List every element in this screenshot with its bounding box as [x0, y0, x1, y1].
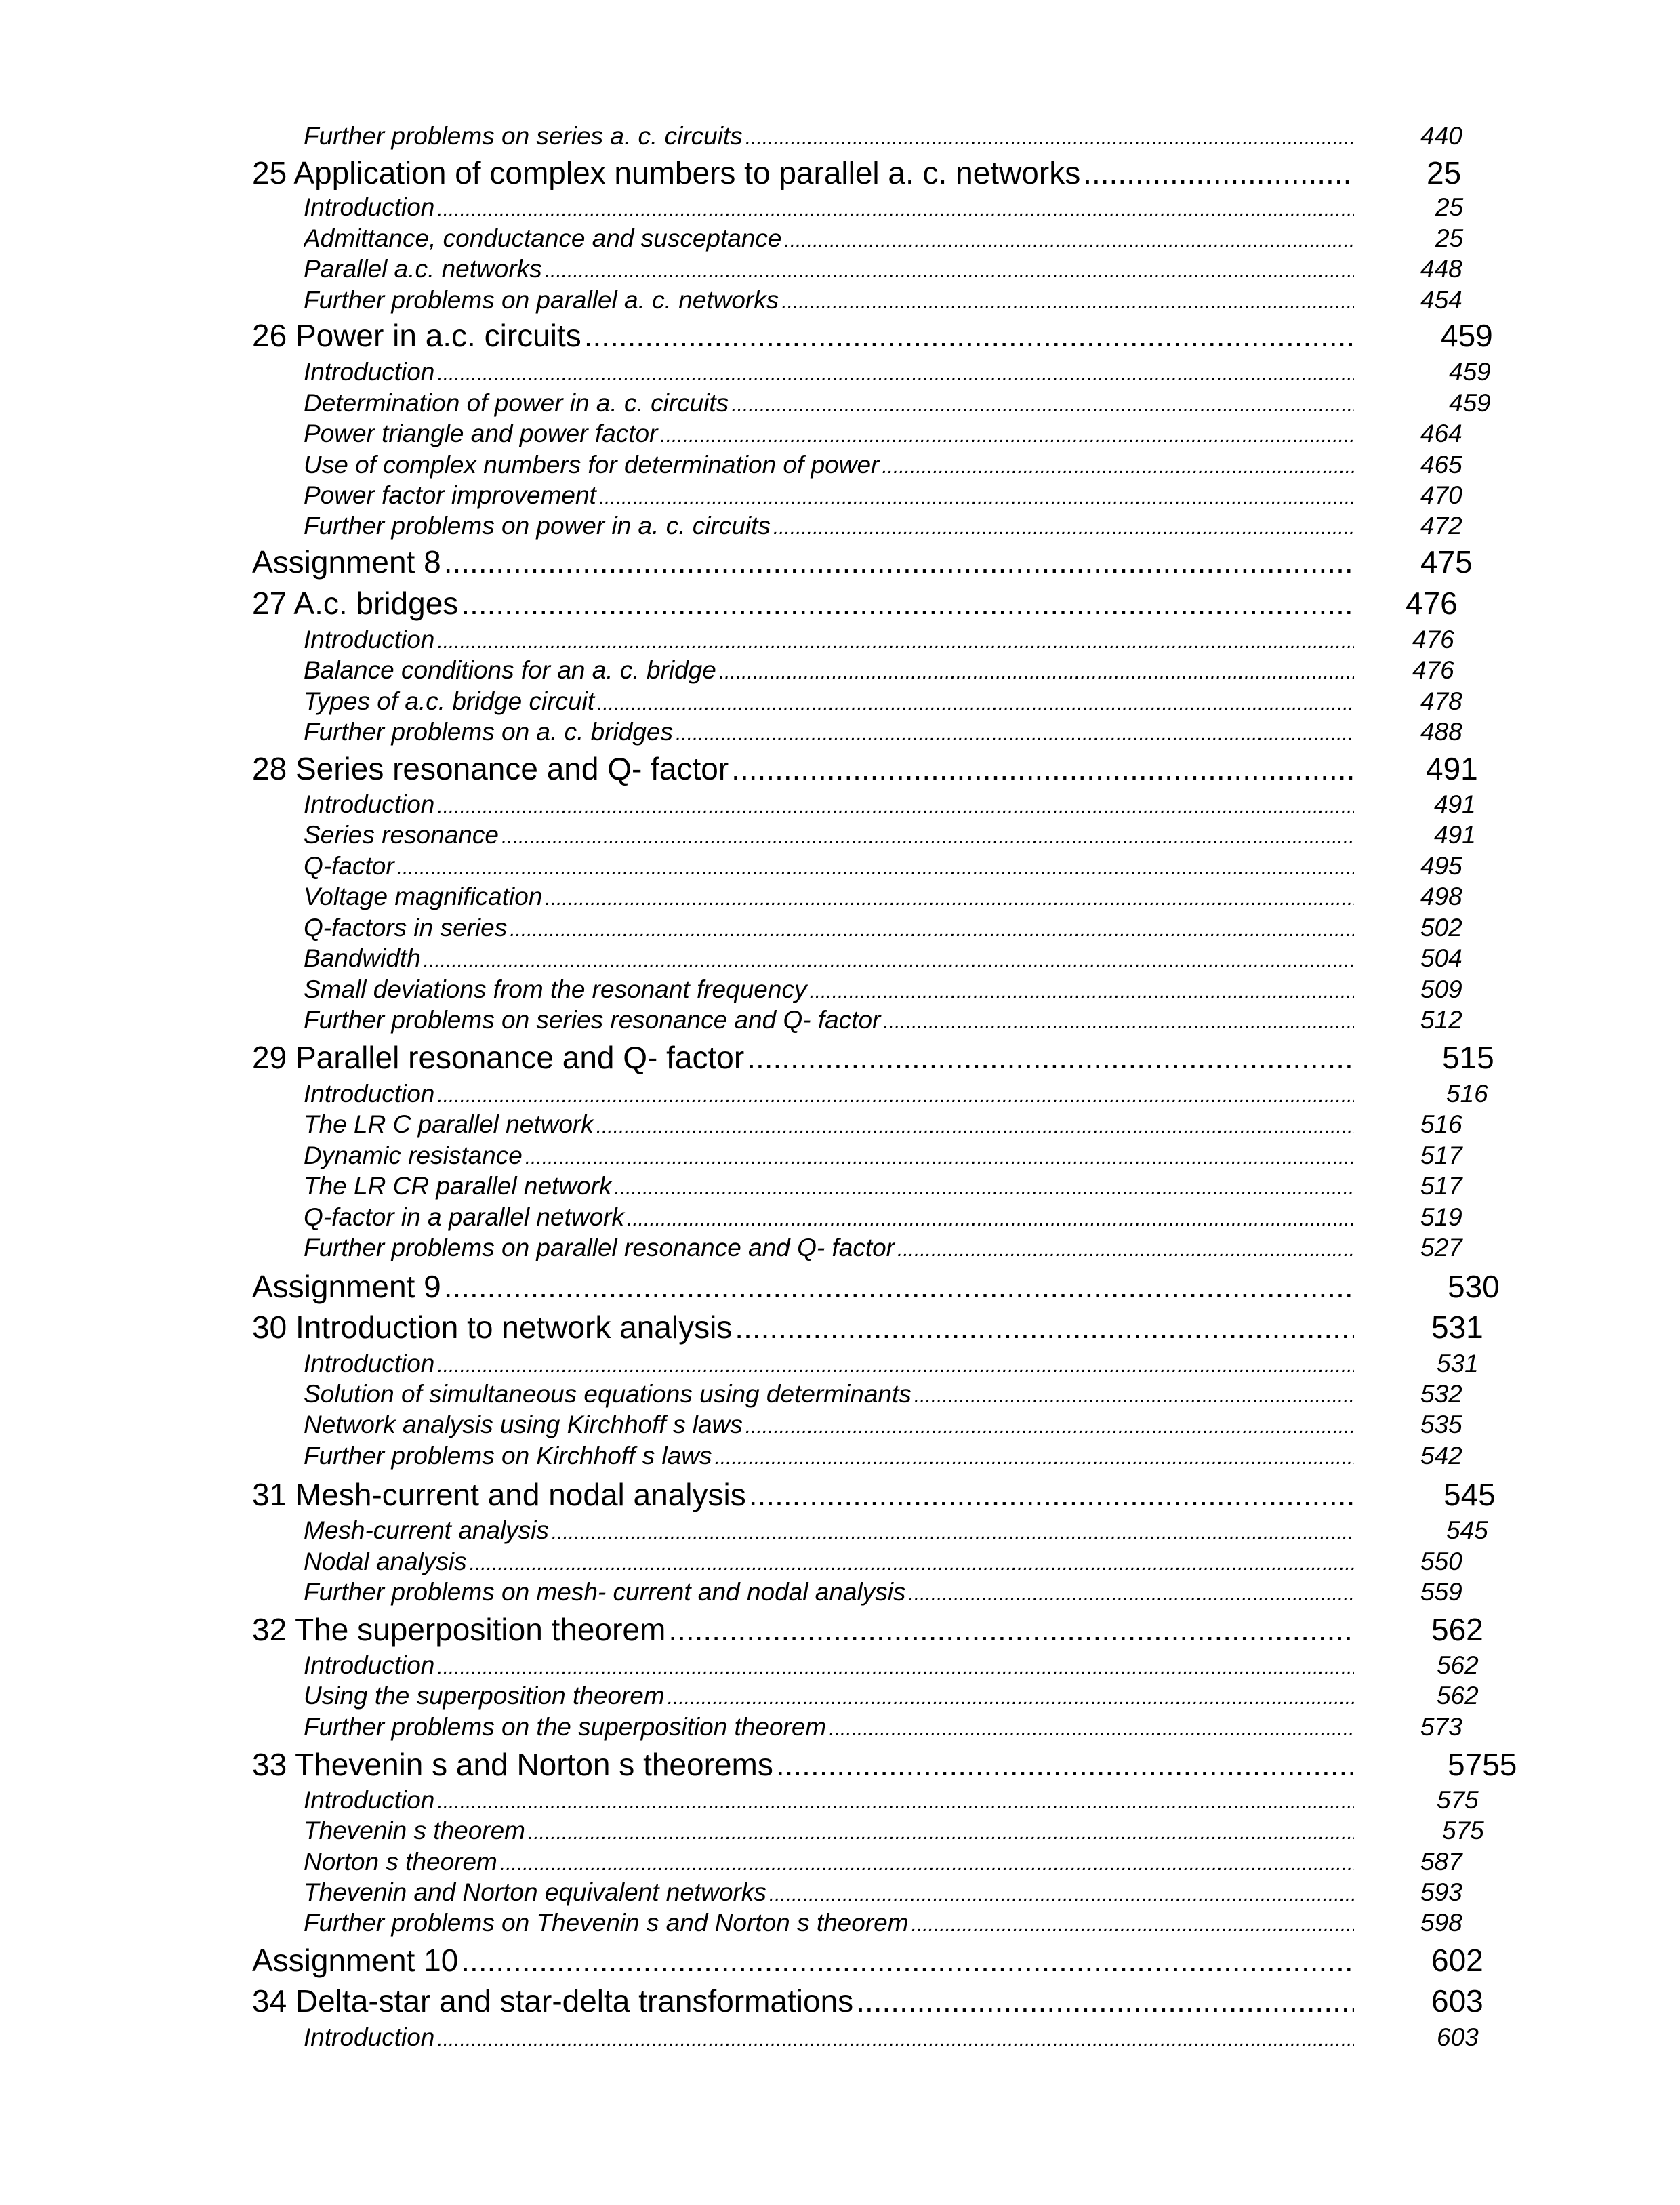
section-title: Introduction	[304, 193, 435, 221]
section-title: Introduction	[304, 2023, 435, 2051]
dot-leader	[545, 256, 1354, 284]
toc-section-row[interactable]	[304, 1907, 1354, 1938]
page-number: 502	[1420, 914, 1462, 942]
dot-leader	[785, 225, 1354, 254]
page-number: 562	[1437, 1651, 1479, 1679]
toc-section-row[interactable]	[304, 1440, 1354, 1471]
section-title: Further problems on the superposition theorem	[304, 1713, 827, 1741]
page-number: 25	[1435, 224, 1464, 252]
dot-leader	[444, 1266, 1354, 1307]
section-title: Introduction	[304, 790, 435, 818]
dot-leader	[769, 1879, 1354, 1907]
page-number: 491	[1434, 821, 1476, 849]
page-number: 532	[1420, 1380, 1462, 1408]
page-number: 454	[1420, 286, 1462, 314]
page-number: 470	[1420, 481, 1462, 509]
toc-section-row[interactable]	[304, 285, 1354, 315]
section-title: Mesh-current analysis	[304, 1516, 549, 1544]
dot-leader	[776, 1744, 1354, 1785]
section-title: Series resonance	[304, 821, 499, 849]
toc-section-row[interactable]	[304, 449, 1354, 480]
dot-leader	[773, 512, 1354, 541]
toc-section-row[interactable]	[304, 1005, 1354, 1035]
toc-section-row[interactable]	[304, 1232, 1354, 1263]
dot-leader	[528, 1817, 1354, 1846]
page-number: 575	[1437, 1786, 1479, 1814]
page-number: 531	[1431, 1310, 1483, 1345]
chapter-title: 30 Introduction to network analysis	[252, 1310, 733, 1345]
toc-section-row[interactable]	[304, 1577, 1354, 1607]
dot-leader	[829, 1714, 1354, 1742]
dot-leader	[731, 748, 1354, 789]
page-number: 531	[1437, 1350, 1479, 1377]
dot-leader	[897, 1234, 1354, 1263]
page-number: 25	[1427, 155, 1462, 190]
page-number: 488	[1420, 718, 1462, 746]
toc-section-row[interactable]	[304, 881, 1354, 912]
dot-leader	[882, 451, 1354, 480]
dot-leader	[437, 2024, 1354, 2052]
dot-leader	[470, 1548, 1354, 1577]
chapter-title: 27 A.c. bridges	[252, 586, 459, 621]
dot-leader	[461, 583, 1354, 624]
section-title: Introduction	[304, 1350, 435, 1377]
section-title: Power triangle and power factor	[304, 420, 658, 447]
page-number: 509	[1420, 975, 1462, 1003]
page-number: 25	[1435, 193, 1464, 221]
dot-leader	[747, 1037, 1354, 1078]
page-number: 517	[1420, 1172, 1462, 1200]
page-number: 475	[1420, 544, 1473, 580]
page-number: 512	[1420, 1006, 1462, 1034]
chapter-title: 33 Thevenin s and Norton s theorems	[252, 1747, 773, 1782]
section-title: Small deviations from the resonant frequency	[304, 975, 807, 1003]
toc-section-row[interactable]	[304, 1348, 1354, 1379]
page-number: 504	[1420, 944, 1462, 972]
dot-leader	[668, 1609, 1354, 1650]
section-title: Types of a.c. bridge circuit	[304, 687, 595, 715]
dot-leader	[437, 194, 1354, 222]
page-number: 495	[1420, 852, 1462, 880]
dot-leader	[437, 1080, 1354, 1109]
section-title: Bandwidth	[304, 944, 421, 972]
toc-section-row[interactable]	[304, 1712, 1354, 1742]
dot-leader	[856, 1981, 1354, 2021]
toc-chapter-row[interactable]	[252, 1307, 1354, 1348]
dot-leader	[437, 626, 1354, 655]
section-title: The LR C parallel network	[304, 1110, 594, 1138]
section-title: Using the superposition theorem	[304, 1682, 665, 1710]
dot-leader	[715, 1442, 1354, 1471]
dot-leader	[437, 359, 1354, 387]
section-title: Further problems on parallel resonance and Q- factor	[304, 1234, 895, 1261]
toc-chapter-row[interactable]	[252, 1266, 1354, 1307]
chapter-title: 32 The superposition theorem	[252, 1612, 666, 1647]
dot-leader	[424, 945, 1354, 973]
page-number: 516	[1446, 1080, 1488, 1108]
dot-leader	[596, 1111, 1354, 1139]
section-title: Further problems on power in a. c. circuits	[304, 512, 771, 540]
section-title: Further problems on a. c. bridges	[304, 718, 673, 746]
page-number: 516	[1420, 1110, 1462, 1138]
section-title: Thevenin s theorem	[304, 1817, 526, 1844]
page-number: 587	[1420, 1848, 1462, 1876]
section-title: Introduction	[304, 1080, 435, 1108]
chapter-title: 31 Mesh-current and nodal analysis	[252, 1477, 746, 1512]
toc-section-row[interactable]	[304, 1846, 1354, 1877]
section-title: The LR CR parallel network	[304, 1172, 612, 1200]
section-title: Q-factor	[304, 852, 394, 880]
section-title: Further problems on Thevenin s and Norton s theorem	[304, 1909, 909, 1937]
dot-leader	[745, 1411, 1354, 1440]
toc-section-row[interactable]	[304, 1379, 1354, 1409]
section-title: Admittance, conductance and susceptance	[304, 224, 782, 252]
page-number: 459	[1441, 318, 1493, 353]
toc-section-row[interactable]	[304, 1815, 1354, 1846]
dot-leader	[461, 1940, 1354, 1981]
section-title: Dynamic resistance	[304, 1141, 523, 1169]
dot-leader	[500, 1848, 1354, 1877]
toc-section-row[interactable]	[304, 1680, 1354, 1711]
page-number: 575	[1442, 1817, 1484, 1844]
section-title: Nodal analysis	[304, 1547, 467, 1575]
section-title: Introduction	[304, 1651, 435, 1679]
page-number: 491	[1434, 790, 1476, 818]
toc-section-row[interactable]	[304, 1171, 1354, 1201]
page-number: 459	[1449, 389, 1491, 417]
toc-section-row[interactable]	[304, 1515, 1354, 1545]
dot-leader	[719, 657, 1354, 685]
dot-leader	[731, 390, 1354, 418]
page-number: 559	[1420, 1578, 1462, 1606]
page-number: 465	[1420, 451, 1462, 479]
page-number: 527	[1420, 1234, 1462, 1261]
toc-section-row[interactable]	[304, 820, 1354, 850]
toc-section-row[interactable]	[304, 357, 1354, 387]
toc-section-row[interactable]	[304, 1650, 1354, 1680]
toc-chapter-row[interactable]	[252, 1981, 1354, 2021]
page-number: 550	[1420, 1547, 1462, 1575]
toc-section-row[interactable]	[304, 1877, 1354, 1907]
dot-leader	[735, 1307, 1354, 1348]
toc-chapter-row[interactable]	[252, 1744, 1354, 1785]
page-number: 573	[1420, 1713, 1462, 1741]
dot-leader	[781, 287, 1354, 315]
dot-leader	[525, 1142, 1354, 1171]
toc-chapter-row[interactable]	[252, 315, 1354, 356]
section-title: Balance conditions for an a. c. bridge	[304, 656, 716, 684]
section-title: Further problems on parallel a. c. networks	[304, 286, 779, 314]
section-title: Introduction	[304, 358, 435, 386]
toc-section-row[interactable]	[304, 1409, 1354, 1440]
dot-leader	[1083, 153, 1354, 193]
page-number: 476	[1412, 626, 1454, 653]
toc-section-row[interactable]	[304, 716, 1354, 747]
dot-leader	[749, 1474, 1354, 1515]
dot-leader	[437, 1350, 1354, 1379]
chapter-title: 26 Power in a.c. circuits	[252, 318, 581, 353]
dot-leader	[599, 482, 1354, 510]
page-number: 440	[1420, 122, 1462, 150]
toc-section-row[interactable]	[304, 192, 1354, 222]
toc-section-row[interactable]	[304, 388, 1354, 418]
chapter-title: Assignment 10	[252, 1943, 459, 1978]
section-title: Solution of simultaneous equations using determinants	[304, 1380, 911, 1408]
page-number: 603	[1431, 1983, 1483, 2019]
toc-section-row[interactable]	[304, 851, 1354, 881]
toc-chapter-row[interactable]	[252, 153, 1354, 193]
page-number: 476	[1406, 586, 1458, 621]
toc-chapter-row[interactable]	[252, 748, 1354, 789]
dot-leader	[809, 976, 1354, 1005]
section-title: Network analysis using Kirchhoff s laws	[304, 1411, 743, 1438]
dot-leader	[660, 420, 1354, 449]
dot-leader	[676, 719, 1354, 747]
page-number: 562	[1437, 1682, 1479, 1710]
page-number: 498	[1420, 883, 1462, 910]
section-title: Q-factor in a parallel network	[304, 1203, 624, 1231]
page-number: 535	[1420, 1411, 1462, 1438]
section-title: Norton s theorem	[304, 1848, 497, 1876]
page-number: 476	[1412, 656, 1454, 684]
dot-leader	[545, 883, 1354, 912]
page-number: 515	[1442, 1040, 1494, 1075]
toc-chapter-row[interactable]	[252, 542, 1354, 582]
toc-section-row[interactable]	[304, 1202, 1354, 1232]
section-title: Q-factors in series	[304, 914, 508, 942]
section-title: Further problems on series resonance and Q- factor	[304, 1006, 881, 1034]
toc-section-row[interactable]	[304, 1109, 1354, 1139]
toc-section-row[interactable]	[304, 943, 1354, 973]
section-title: Voltage magnification	[304, 883, 543, 910]
section-title: Introduction	[304, 626, 435, 653]
section-title: Introduction	[304, 1786, 435, 1814]
chapter-title: Assignment 8	[252, 544, 441, 580]
toc-chapter-row[interactable]	[252, 1037, 1354, 1078]
dot-leader	[584, 315, 1354, 356]
dot-leader	[444, 542, 1354, 582]
page-number: 530	[1448, 1269, 1500, 1304]
page-number: 545	[1443, 1477, 1496, 1512]
toc-section-row[interactable]	[304, 912, 1354, 943]
chapter-title: Assignment 9	[252, 1269, 441, 1304]
section-title: Thevenin and Norton equivalent networks	[304, 1878, 766, 1906]
toc-section-row[interactable]	[304, 624, 1354, 655]
page-number: 603	[1437, 2023, 1479, 2051]
toc-chapter-row[interactable]	[252, 583, 1354, 624]
dot-leader	[437, 1787, 1354, 1815]
dot-leader	[501, 822, 1354, 850]
dot-leader	[668, 1682, 1354, 1711]
page-number: 545	[1446, 1516, 1488, 1544]
page-number: 598	[1420, 1909, 1462, 1937]
page-number: 602	[1431, 1943, 1483, 1978]
toc-section-row[interactable]	[304, 789, 1354, 820]
page-number: 448	[1420, 255, 1462, 283]
dot-leader	[614, 1173, 1354, 1201]
dot-leader	[510, 914, 1354, 943]
dot-leader	[627, 1204, 1354, 1232]
chapter-title: 28 Series resonance and Q- factor	[252, 751, 729, 786]
toc-chapter-row[interactable]	[252, 1474, 1354, 1515]
toc-section-row[interactable]	[304, 974, 1354, 1005]
page-number: 542	[1420, 1442, 1462, 1470]
section-title: Determination of power in a. c. circuits	[304, 389, 729, 417]
dot-leader	[911, 1909, 1354, 1938]
dot-leader	[437, 791, 1354, 820]
dot-leader	[397, 853, 1354, 881]
section-title: Further problems on series a. c. circuits	[304, 122, 743, 150]
chapter-title: 29 Parallel resonance and Q- factor	[252, 1040, 745, 1075]
chapter-title: 34 Delta-star and star-delta transformations	[252, 1983, 854, 2019]
page-number: 459	[1449, 358, 1491, 386]
toc-section-row[interactable]	[304, 686, 1354, 716]
toc-chapter-row[interactable]	[252, 1609, 1354, 1650]
toc-section-row[interactable]	[304, 121, 1354, 151]
page-number: 478	[1420, 687, 1462, 715]
section-title: Use of complex numbers for determination of power	[304, 451, 880, 479]
toc-section-row[interactable]	[304, 223, 1354, 254]
page-number: 593	[1420, 1878, 1462, 1906]
dot-leader	[437, 1652, 1354, 1680]
section-title: Further problems on Kirchhoff s laws	[304, 1442, 712, 1470]
dot-leader	[908, 1579, 1354, 1607]
dot-leader	[914, 1381, 1354, 1409]
section-title: Power factor improvement	[304, 481, 596, 509]
toc-section-row[interactable]	[304, 2022, 1354, 2052]
page-number: 519	[1420, 1203, 1462, 1231]
chapter-title: 25 Application of complex numbers to parallel a. c. networks	[252, 155, 1081, 190]
page-number: 5755	[1448, 1747, 1517, 1782]
toc-section-row[interactable]	[304, 655, 1354, 685]
dot-leader	[552, 1517, 1354, 1545]
page-number: 472	[1420, 512, 1462, 540]
toc-section-row[interactable]	[304, 1140, 1354, 1171]
page-number: 517	[1420, 1141, 1462, 1169]
toc-section-row[interactable]	[304, 1078, 1354, 1109]
dot-leader	[883, 1007, 1354, 1035]
page-number: 464	[1420, 420, 1462, 447]
toc-section-row[interactable]	[304, 1546, 1354, 1577]
toc-section-row[interactable]	[304, 510, 1354, 541]
page-number: 491	[1426, 751, 1478, 786]
page-number: 562	[1431, 1612, 1483, 1647]
section-title: Parallel a.c. networks	[304, 255, 542, 283]
toc-section-row[interactable]	[304, 418, 1354, 449]
toc-section-row[interactable]	[304, 1785, 1354, 1815]
toc-section-row[interactable]	[304, 480, 1354, 510]
toc-section-row[interactable]	[304, 254, 1354, 284]
dot-leader	[745, 123, 1354, 151]
toc-chapter-row[interactable]	[252, 1940, 1354, 1981]
section-title: Further problems on mesh- current and nodal analysis	[304, 1578, 906, 1606]
dot-leader	[597, 688, 1354, 716]
